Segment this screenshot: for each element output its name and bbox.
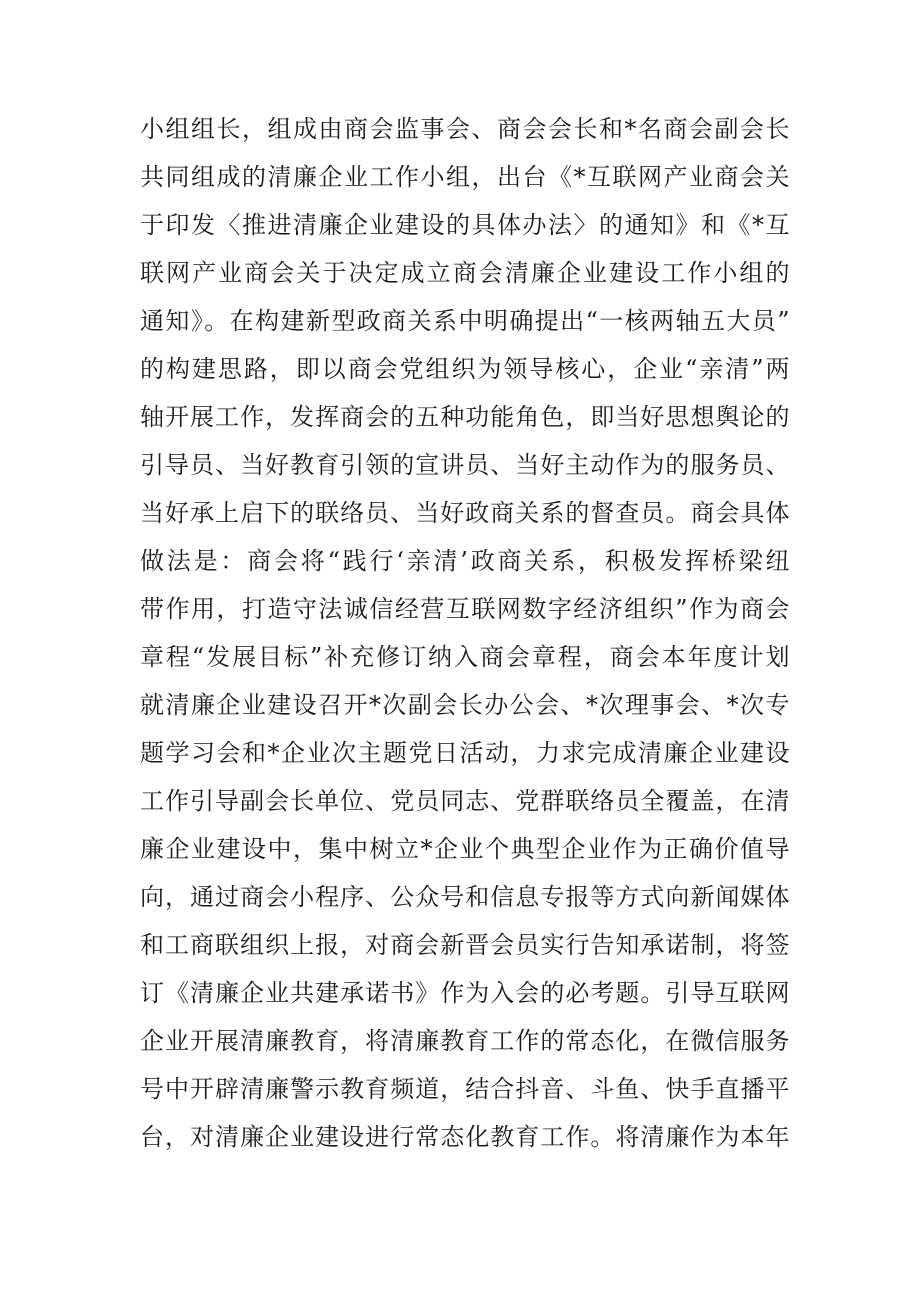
text-line: 题学习会和*企业次主题党日活动，力求完成清廉企业建设 (140, 739, 790, 767)
text-line: 共同组成的清廉企业工作小组，出台《*互联网产业商会关 (140, 163, 790, 191)
text-line: 和工商联组织上报，对商会新晋会员实行告知承诺制，将签 (140, 931, 790, 959)
text-line: 带作用，打造守法诚信经营互联网数字经济组织”作为商会 (140, 595, 790, 623)
text-line: 小组组长，组成由商会监事会、商会会长和*名商会副会长 (140, 115, 790, 143)
text-line: 台，对清廉企业建设进行常态化教育工作。将清廉作为本年 (140, 1123, 790, 1151)
text-line: 引导员、当好教育引领的宣讲员、当好主动作为的服务员、 (140, 451, 790, 479)
text-line: 通知》。在构建新型政商关系中明确提出“一核两轴五大员” (140, 307, 790, 335)
text-line: 向，通过商会小程序、公众号和信息专报等方式向新闻媒体 (140, 883, 790, 911)
text-line: 订《清廉企业共建承诺书》作为入会的必考题。引导互联网 (140, 979, 790, 1007)
text-line: 做法是：商会将“践行‘亲清’政商关系，积极发挥桥梁纽 (140, 547, 790, 575)
text-line: 号中开辟清廉警示教育频道，结合抖音、斗鱼、快手直播平 (140, 1075, 790, 1103)
text-line: 企业开展清廉教育，将清廉教育工作的常态化，在微信服务 (140, 1027, 790, 1055)
text-line: 章程“发展目标”补充修订纳入商会章程，商会本年度计划 (140, 643, 790, 671)
text-line: 廉企业建设中，集中树立*企业个典型企业作为正确价值导 (140, 835, 790, 863)
text-line: 就清廉企业建设召开*次副会长办公会、*次理事会、*次专 (140, 691, 790, 719)
text-line: 当好承上启下的联络员、当好政商关系的督查员。商会具体 (140, 499, 790, 527)
body-paragraph (140, 105, 790, 1161)
text-line: 联网产业商会关于决定成立商会清廉企业建设工作小组的 (140, 259, 790, 287)
text-line: 工作引导副会长单位、党员同志、党群联络员全覆盖，在清 (140, 787, 790, 815)
text-line: 的构建思路，即以商会党组织为领导核心，企业“亲清”两 (140, 355, 790, 383)
text-line: 于印发〈推进清廉企业建设的具体办法〉的通知》和《*互 (140, 211, 790, 239)
text-line: 轴开展工作，发挥商会的五种功能角色，即当好思想舆论的 (140, 403, 790, 431)
